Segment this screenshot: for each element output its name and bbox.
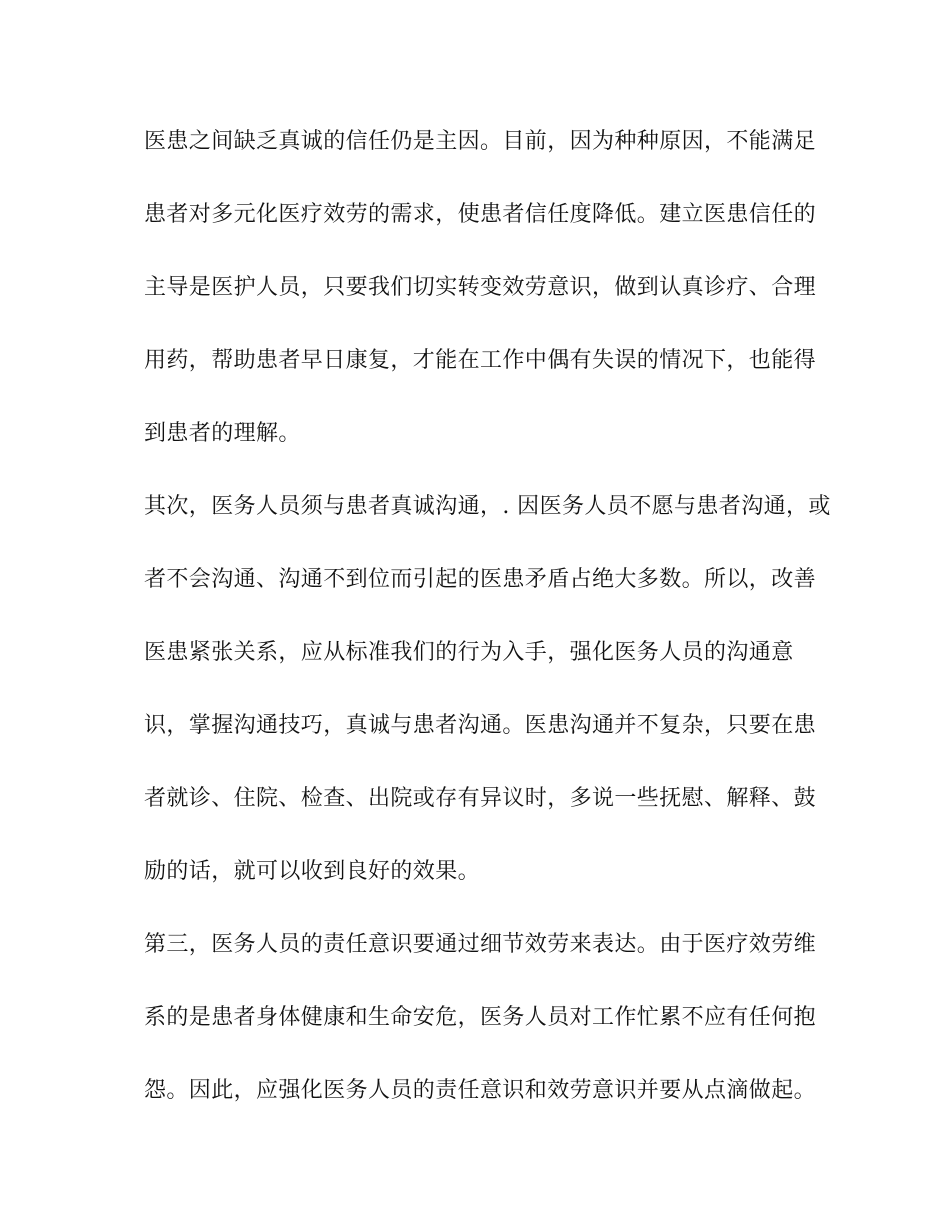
text-line: 医患之间缺乏真诚的信任仍是主因。目前，因为种种原因，不能满足 xyxy=(144,129,817,154)
text-line: 励的话，就可以收到良好的效果。 xyxy=(144,859,481,884)
text-line: 主导是医护人员，只要我们切实转变效劳意识，做到认真诊疗、合理 xyxy=(144,275,817,300)
text-line: 者就诊、住院、检查、出院或存有异议时，多说一些抚慰、解释、鼓 xyxy=(144,786,817,811)
text-line: 患者对多元化医疗效劳的需求，使患者信任度降低。建立医患信任的 xyxy=(144,202,817,227)
text-line: 者不会沟通、沟通不到位而引起的医患矛盾占绝大多数。所以，改善 xyxy=(144,567,817,592)
text-line: 怨。因此，应强化医务人员的责任意识和效劳意识并要从点滴做起。 xyxy=(144,1078,817,1103)
text-line: 第三，医务人员的责任意识要通过细节效劳来表达。由于医疗效劳维 xyxy=(144,932,817,957)
text-line: 医患紧张关系，应从标准我们的行为入手，强化医务人员的沟通意 xyxy=(144,640,794,665)
text-line: 到患者的理解。 xyxy=(144,421,301,446)
text-line: 用药，帮助患者早日康复，才能在工作中偶有失误的情况下，也能得 xyxy=(144,348,817,373)
text-line: 系的是患者身体健康和生命安危，医务人员对工作忙累不应有任何抱 xyxy=(144,1005,817,1030)
text-line: 识，掌握沟通技巧，真诚与患者沟通。医患沟通并不复杂，只要在患 xyxy=(144,713,817,738)
text-line: 其次，医务人员须与患者真诚沟通，. 因医务人员不愿与患者沟通，或 xyxy=(144,494,831,519)
